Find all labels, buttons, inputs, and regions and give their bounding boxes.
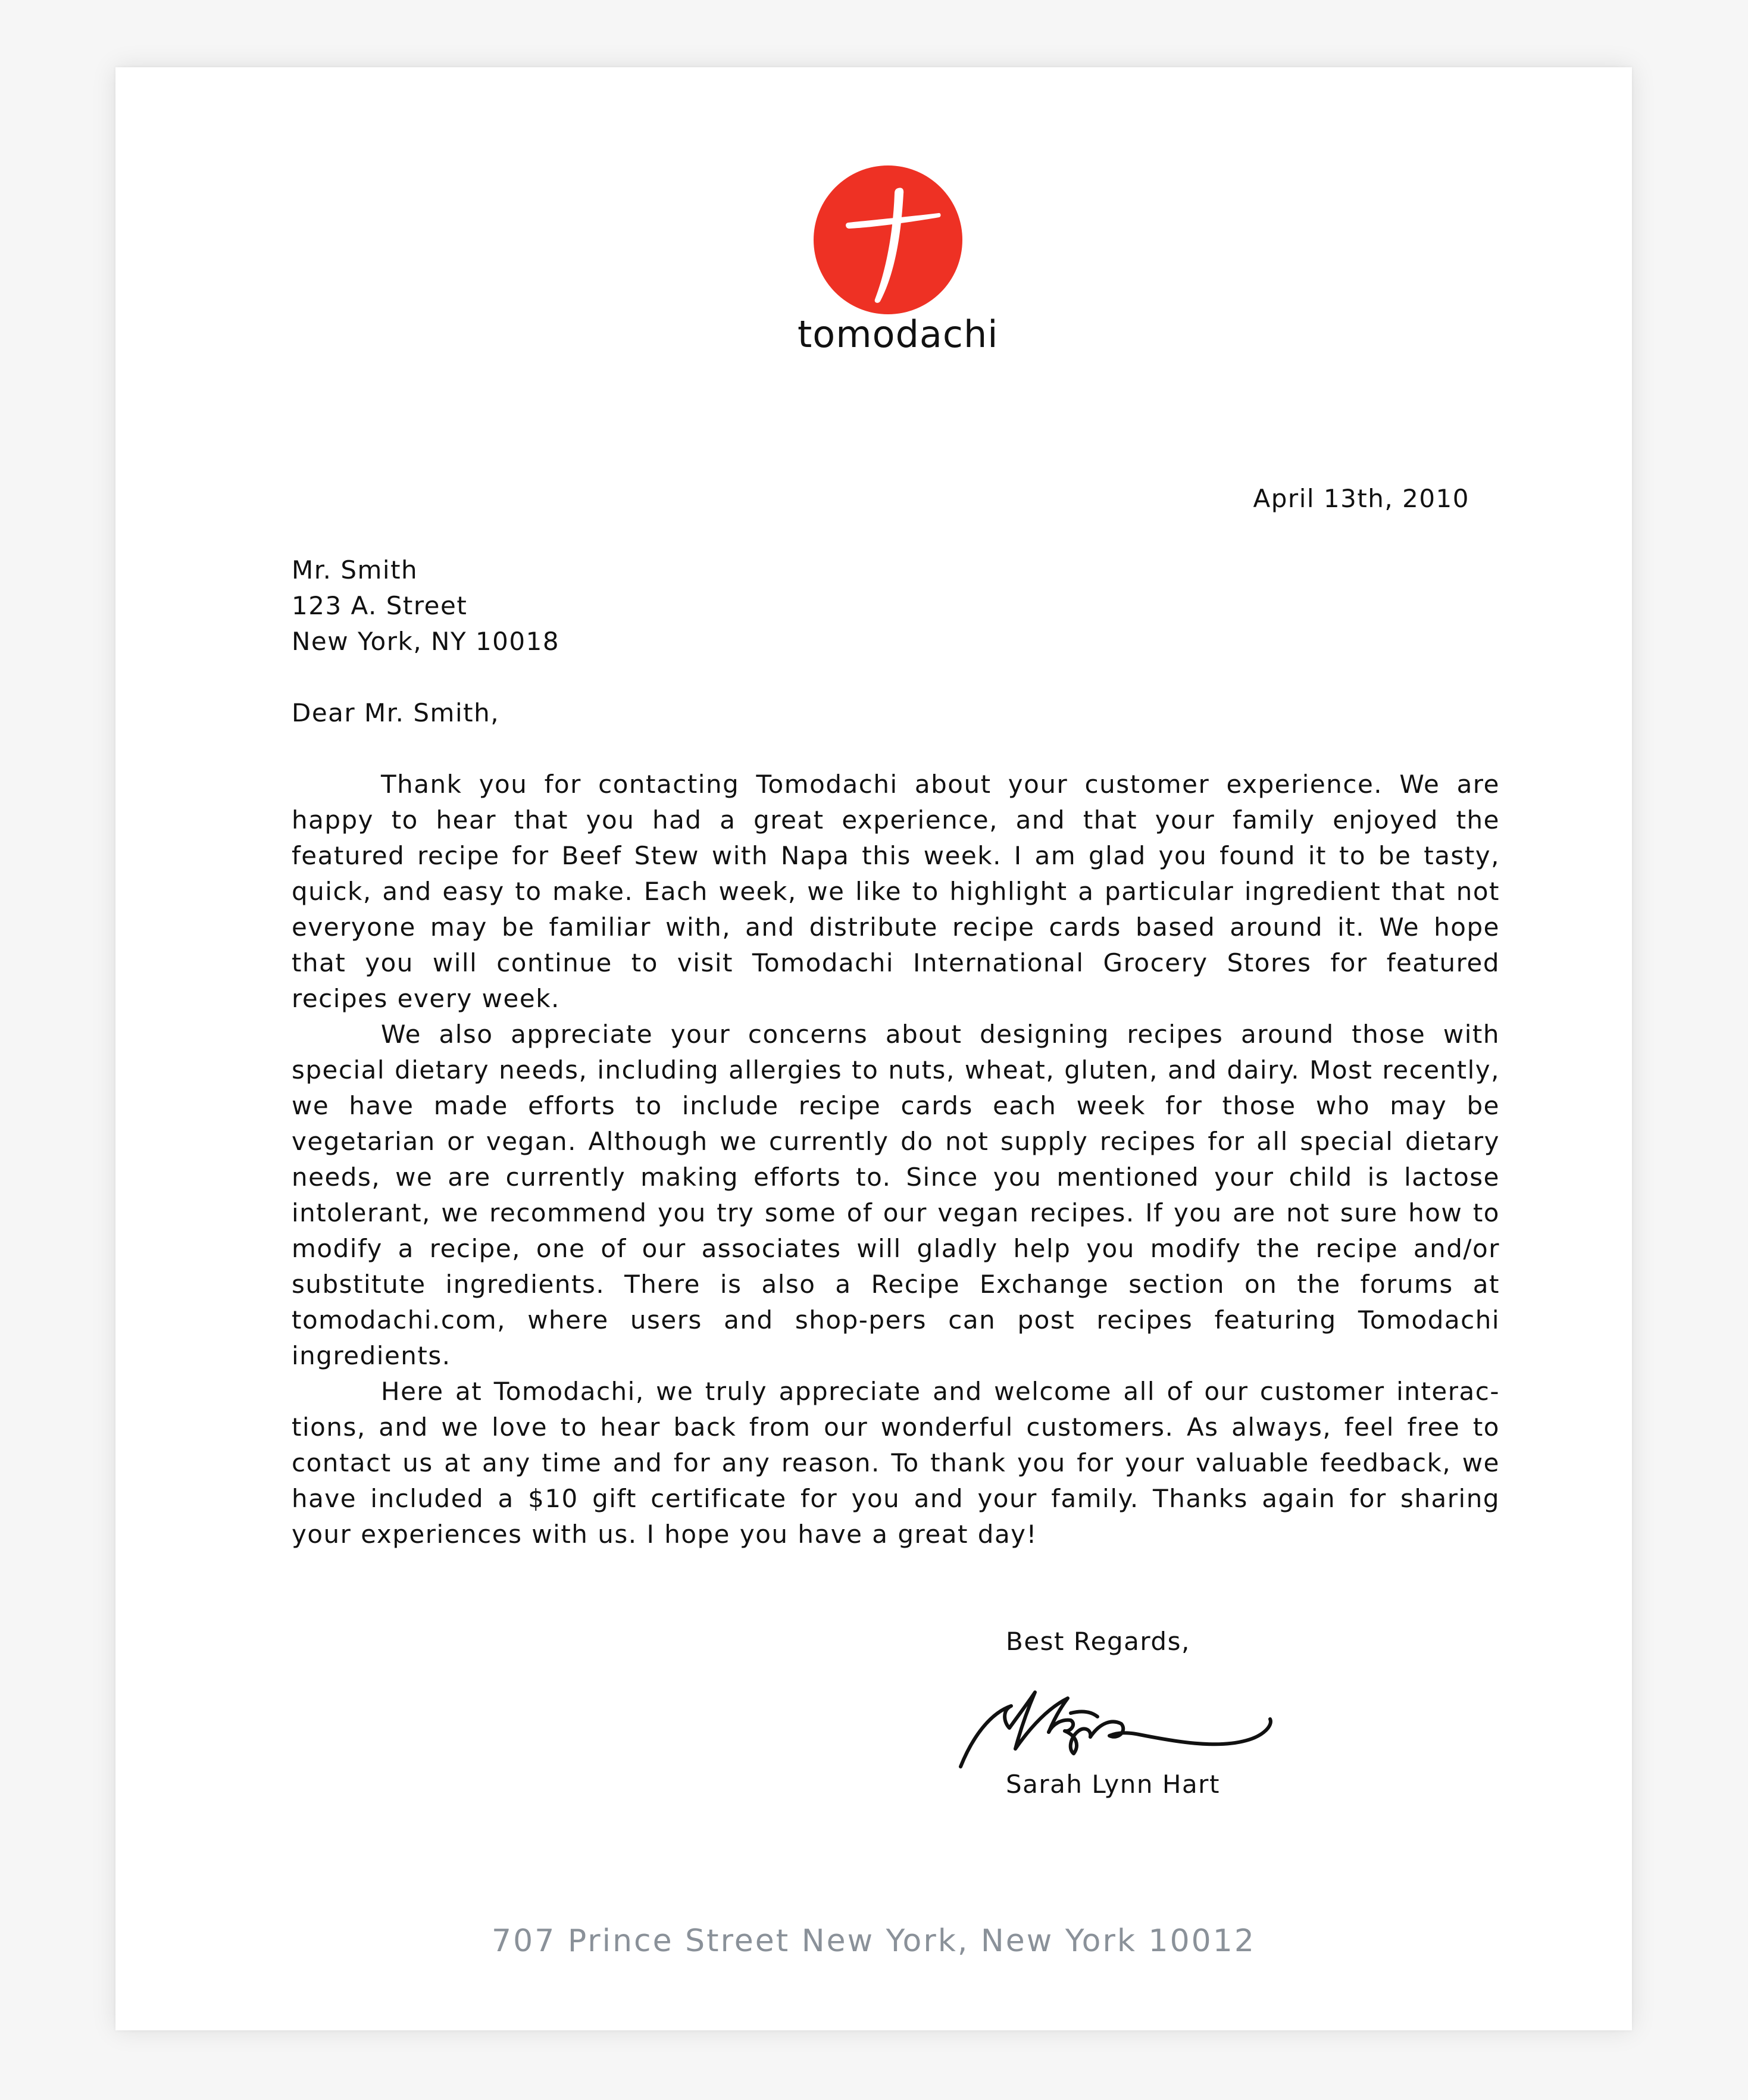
signer-name: Sarah Lynn Hart [1006, 1770, 1220, 1799]
letter-date: April 13th, 2010 [1253, 484, 1469, 513]
recipient-city-line: New York, NY 10018 [292, 627, 560, 656]
handwritten-signature [949, 1665, 1282, 1779]
recipient-name: Mr. Smith [292, 555, 418, 585]
body-paragraph-2: We also appreciate your concerns about designing recipes around those with special dietary needs, including allergies to nuts, wheat, gluten, and dairy. Most recently, we have made efforts to include recipe cards each week for those who may be vegetarian or vegan. Although we currently do not supply recipes for all special dietary needs, we are currently making efforts to. Since you mentioned your child is lactose intolerant, we recommend you try some of our vegan recipes. If you are not sure how to modify a recipe, one of our associates will gladly help you modify the recipe and/or substitute ingredients. There is also a Recipe Exchange section on the forums at tomodachi.com, where users and shop-pers can post recipes featuring Tomodachi ingredients. [292, 1020, 1500, 1370]
closing: Best Regards, [1006, 1627, 1190, 1656]
salutation: Dear Mr. Smith, [292, 698, 500, 727]
letter-page [115, 67, 1632, 2030]
tomodachi-logo-icon [814, 165, 962, 314]
body-paragraph-3: Here at Tomodachi, we truly appreciate and welcome all of our customer interac-tions, and we love to hear back from our wonderful customers. As always, feel free to contact us at any time and for any reason. To thank you for your valuable feedback, we have included a $10 gift certificate for you and your family. Thanks again for sharing your experiences with us. I hope you have a great day! [292, 1377, 1500, 1549]
footer-address: 707 Prince Street New York, New York 10012 [492, 1923, 1256, 1959]
recipient-address [292, 552, 559, 660]
brand-name: tomodachi [798, 312, 999, 356]
body-paragraph-1: Thank you for contacting Tomodachi about your customer experience. We are happy to hear that you had a great experience, and that your family enjoyed the featured recipe for Beef Stew with Napa this week. I am glad you found it to be tasty, quick, and easy to make. Each week, we like to highlight a particular ingredient that not everyone may be familiar with, and distribute recipe cards based around it. We hope that you will continue to visit Tomodachi International Grocery Stores for featured recipes every week. [292, 770, 1500, 1013]
recipient-street: 123 A. Street [292, 591, 468, 620]
